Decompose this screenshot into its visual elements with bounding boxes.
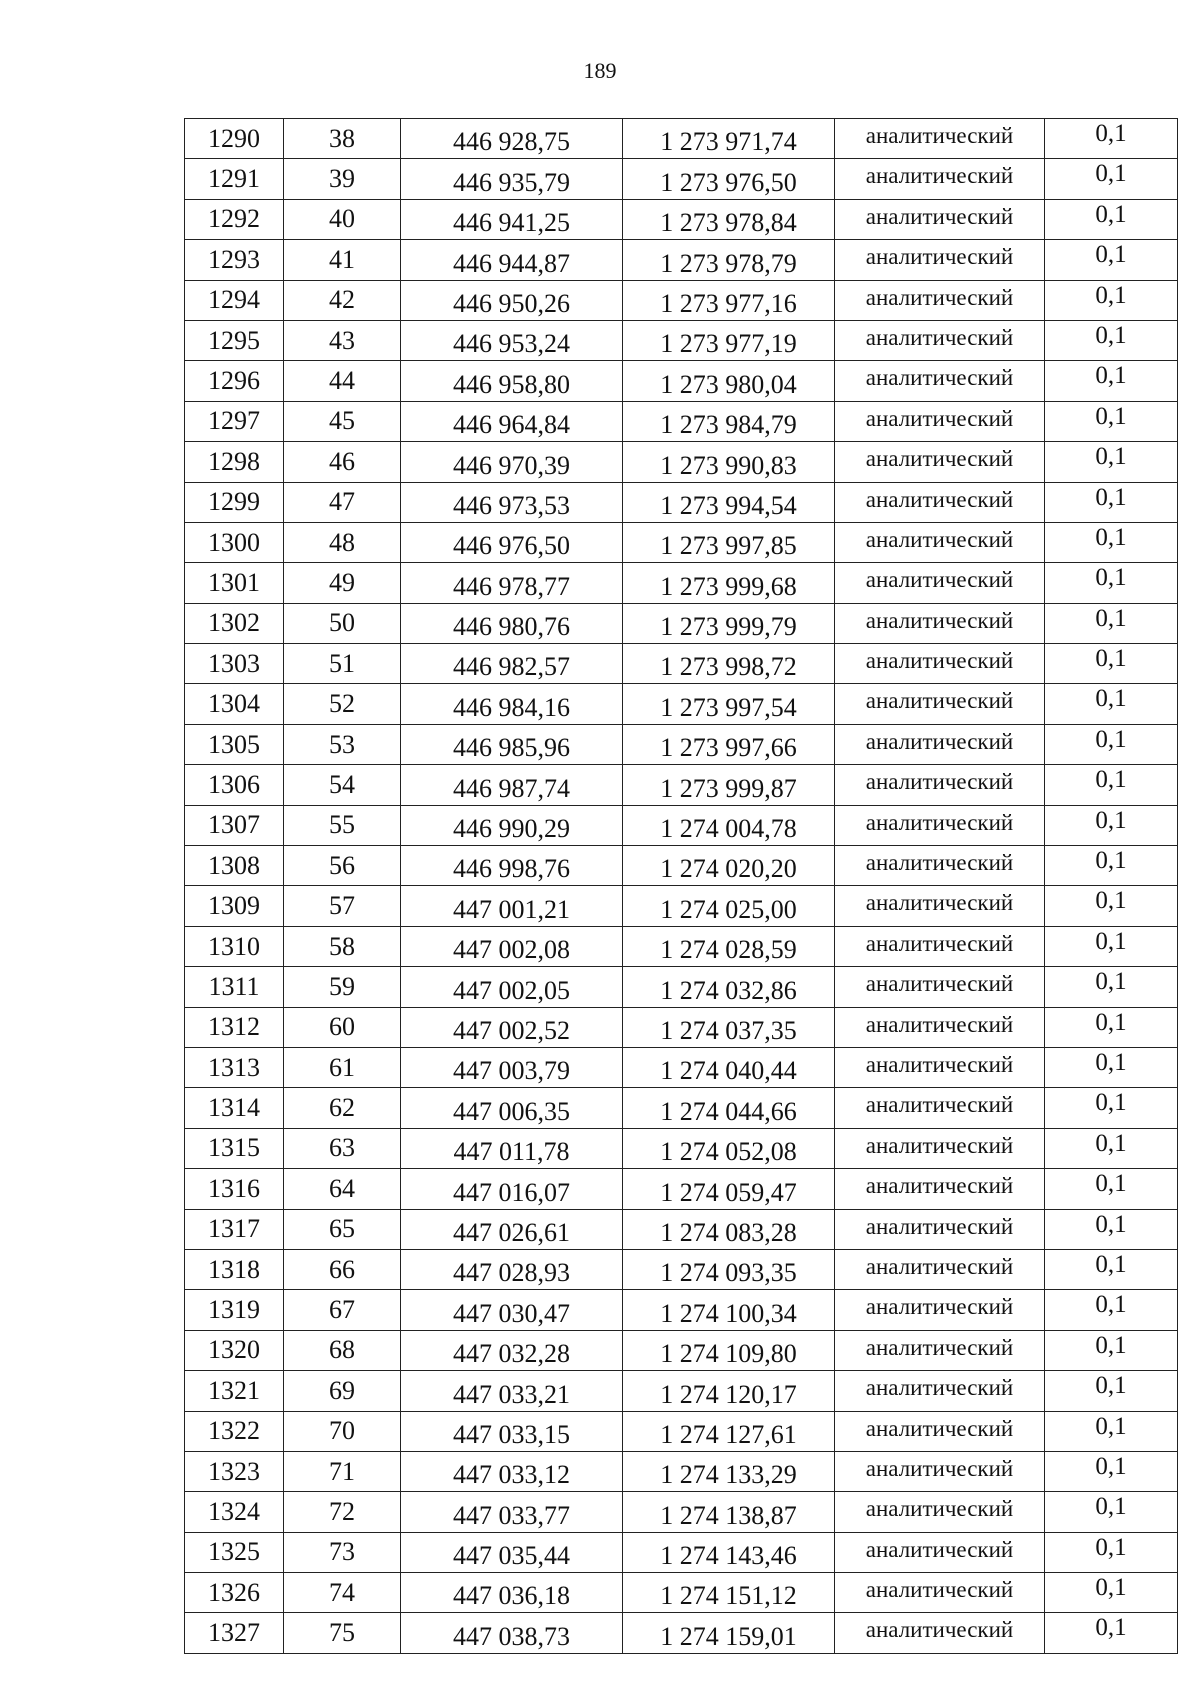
cell-point-number: 53 [284, 724, 401, 764]
cell-method: аналитический [835, 765, 1045, 805]
cell-accuracy: 0,1 [1045, 926, 1178, 966]
cell-point-number: 46 [284, 442, 401, 482]
cell-row-number: 1295 [185, 320, 284, 360]
table-row [185, 603, 1178, 643]
cell-point-number: 39 [284, 159, 401, 199]
cell-point-number: 38 [284, 119, 401, 159]
cell-x-coordinate: 447 003,79 [401, 1047, 623, 1087]
coordinates-table [184, 118, 1178, 1654]
cell-row-number: 1308 [185, 846, 284, 886]
table-row [185, 684, 1178, 724]
cell-accuracy: 0,1 [1045, 1169, 1178, 1209]
cell-accuracy: 0,1 [1045, 119, 1178, 159]
cell-method: аналитический [835, 1451, 1045, 1491]
cell-point-number: 50 [284, 603, 401, 643]
cell-method: аналитический [835, 320, 1045, 360]
cell-y-coordinate: 1 273 997,54 [623, 684, 835, 724]
cell-row-number: 1309 [185, 886, 284, 926]
cell-method: аналитический [835, 361, 1045, 401]
table-row [185, 1451, 1178, 1491]
cell-y-coordinate: 1 274 083,28 [623, 1209, 835, 1249]
cell-method: аналитический [835, 1330, 1045, 1370]
cell-row-number: 1313 [185, 1047, 284, 1087]
cell-method: аналитический [835, 1290, 1045, 1330]
cell-point-number: 61 [284, 1047, 401, 1087]
cell-x-coordinate: 446 980,76 [401, 603, 623, 643]
cell-method: аналитический [835, 644, 1045, 684]
table-row [185, 442, 1178, 482]
cell-row-number: 1302 [185, 603, 284, 643]
cell-accuracy: 0,1 [1045, 765, 1178, 805]
cell-row-number: 1315 [185, 1128, 284, 1168]
cell-row-number: 1291 [185, 159, 284, 199]
cell-row-number: 1325 [185, 1532, 284, 1572]
cell-row-number: 1303 [185, 644, 284, 684]
cell-y-coordinate: 1 273 980,04 [623, 361, 835, 401]
cell-y-coordinate: 1 273 999,79 [623, 603, 835, 643]
cell-point-number: 73 [284, 1532, 401, 1572]
cell-method: аналитический [835, 1047, 1045, 1087]
cell-row-number: 1304 [185, 684, 284, 724]
cell-row-number: 1321 [185, 1371, 284, 1411]
table-row [185, 1169, 1178, 1209]
table-row [185, 765, 1178, 805]
cell-x-coordinate: 446 964,84 [401, 401, 623, 441]
table-row [185, 1007, 1178, 1047]
cell-row-number: 1293 [185, 240, 284, 280]
cell-accuracy: 0,1 [1045, 1573, 1178, 1613]
cell-x-coordinate: 446 987,74 [401, 765, 623, 805]
cell-row-number: 1290 [185, 119, 284, 159]
table-row [185, 805, 1178, 845]
table-row [185, 1492, 1178, 1532]
cell-method: аналитический [835, 1088, 1045, 1128]
cell-point-number: 72 [284, 1492, 401, 1532]
cell-point-number: 44 [284, 361, 401, 401]
cell-y-coordinate: 1 274 052,08 [623, 1128, 835, 1168]
cell-point-number: 49 [284, 563, 401, 603]
cell-y-coordinate: 1 274 109,80 [623, 1330, 835, 1370]
table-row [185, 563, 1178, 603]
cell-accuracy: 0,1 [1045, 240, 1178, 280]
cell-method: аналитический [835, 1492, 1045, 1532]
cell-accuracy: 0,1 [1045, 684, 1178, 724]
cell-y-coordinate: 1 274 004,78 [623, 805, 835, 845]
table-row [185, 1573, 1178, 1613]
table-row [185, 846, 1178, 886]
cell-method: аналитический [835, 1007, 1045, 1047]
table-row [185, 1047, 1178, 1087]
cell-x-coordinate: 447 035,44 [401, 1532, 623, 1572]
cell-x-coordinate: 446 976,50 [401, 522, 623, 562]
cell-accuracy: 0,1 [1045, 1047, 1178, 1087]
cell-accuracy: 0,1 [1045, 1088, 1178, 1128]
cell-row-number: 1319 [185, 1290, 284, 1330]
cell-y-coordinate: 1 274 025,00 [623, 886, 835, 926]
cell-row-number: 1300 [185, 522, 284, 562]
cell-row-number: 1307 [185, 805, 284, 845]
cell-x-coordinate: 447 002,08 [401, 926, 623, 966]
table-row [185, 1290, 1178, 1330]
cell-row-number: 1320 [185, 1330, 284, 1370]
cell-x-coordinate: 446 970,39 [401, 442, 623, 482]
cell-point-number: 65 [284, 1209, 401, 1249]
cell-method: аналитический [835, 926, 1045, 966]
cell-point-number: 40 [284, 199, 401, 239]
cell-method: аналитический [835, 563, 1045, 603]
cell-row-number: 1296 [185, 361, 284, 401]
cell-method: аналитический [835, 442, 1045, 482]
cell-y-coordinate: 1 273 999,87 [623, 765, 835, 805]
cell-method: аналитический [835, 967, 1045, 1007]
cell-row-number: 1294 [185, 280, 284, 320]
cell-point-number: 58 [284, 926, 401, 966]
cell-x-coordinate: 446 935,79 [401, 159, 623, 199]
cell-method: аналитический [835, 886, 1045, 926]
cell-accuracy: 0,1 [1045, 159, 1178, 199]
cell-accuracy: 0,1 [1045, 361, 1178, 401]
cell-accuracy: 0,1 [1045, 967, 1178, 1007]
cell-x-coordinate: 447 002,05 [401, 967, 623, 1007]
cell-y-coordinate: 1 273 999,68 [623, 563, 835, 603]
cell-method: аналитический [835, 401, 1045, 441]
cell-row-number: 1312 [185, 1007, 284, 1047]
cell-method: аналитический [835, 1169, 1045, 1209]
cell-accuracy: 0,1 [1045, 846, 1178, 886]
cell-x-coordinate: 447 001,21 [401, 886, 623, 926]
cell-y-coordinate: 1 274 138,87 [623, 1492, 835, 1532]
cell-x-coordinate: 447 038,73 [401, 1613, 623, 1653]
cell-accuracy: 0,1 [1045, 1209, 1178, 1249]
cell-row-number: 1306 [185, 765, 284, 805]
cell-y-coordinate: 1 273 997,85 [623, 522, 835, 562]
cell-row-number: 1310 [185, 926, 284, 966]
cell-y-coordinate: 1 274 037,35 [623, 1007, 835, 1047]
cell-accuracy: 0,1 [1045, 482, 1178, 522]
cell-accuracy: 0,1 [1045, 280, 1178, 320]
cell-point-number: 42 [284, 280, 401, 320]
cell-x-coordinate: 446 990,29 [401, 805, 623, 845]
cell-row-number: 1317 [185, 1209, 284, 1249]
cell-row-number: 1314 [185, 1088, 284, 1128]
table-row [185, 240, 1178, 280]
cell-accuracy: 0,1 [1045, 1249, 1178, 1289]
cell-accuracy: 0,1 [1045, 199, 1178, 239]
cell-point-number: 57 [284, 886, 401, 926]
table-row [185, 1088, 1178, 1128]
cell-accuracy: 0,1 [1045, 1492, 1178, 1532]
cell-point-number: 71 [284, 1451, 401, 1491]
cell-accuracy: 0,1 [1045, 644, 1178, 684]
cell-method: аналитический [835, 280, 1045, 320]
cell-point-number: 48 [284, 522, 401, 562]
cell-method: аналитический [835, 482, 1045, 522]
table-row [185, 724, 1178, 764]
table-row [185, 1249, 1178, 1289]
cell-y-coordinate: 1 274 032,86 [623, 967, 835, 1007]
table-row [185, 401, 1178, 441]
cell-point-number: 70 [284, 1411, 401, 1451]
cell-method: аналитический [835, 1532, 1045, 1572]
cell-row-number: 1318 [185, 1249, 284, 1289]
cell-point-number: 68 [284, 1330, 401, 1370]
cell-point-number: 74 [284, 1573, 401, 1613]
table-row [185, 1209, 1178, 1249]
cell-y-coordinate: 1 274 040,44 [623, 1047, 835, 1087]
cell-row-number: 1301 [185, 563, 284, 603]
cell-x-coordinate: 446 978,77 [401, 563, 623, 603]
cell-y-coordinate: 1 273 977,19 [623, 320, 835, 360]
cell-row-number: 1316 [185, 1169, 284, 1209]
cell-point-number: 54 [284, 765, 401, 805]
table-row [185, 199, 1178, 239]
table-row [185, 482, 1178, 522]
table-row [185, 159, 1178, 199]
cell-x-coordinate: 446 973,53 [401, 482, 623, 522]
cell-row-number: 1327 [185, 1613, 284, 1653]
cell-method: аналитический [835, 1249, 1045, 1289]
cell-accuracy: 0,1 [1045, 603, 1178, 643]
cell-accuracy: 0,1 [1045, 320, 1178, 360]
cell-accuracy: 0,1 [1045, 442, 1178, 482]
cell-row-number: 1292 [185, 199, 284, 239]
table-row [185, 320, 1178, 360]
cell-method: аналитический [835, 1128, 1045, 1168]
cell-row-number: 1305 [185, 724, 284, 764]
cell-point-number: 67 [284, 1290, 401, 1330]
cell-method: аналитический [835, 684, 1045, 724]
cell-x-coordinate: 447 026,61 [401, 1209, 623, 1249]
cell-y-coordinate: 1 273 976,50 [623, 159, 835, 199]
cell-method: аналитический [835, 119, 1045, 159]
cell-accuracy: 0,1 [1045, 886, 1178, 926]
cell-point-number: 64 [284, 1169, 401, 1209]
table-body [185, 119, 1178, 1654]
cell-method: аналитический [835, 522, 1045, 562]
cell-y-coordinate: 1 273 997,66 [623, 724, 835, 764]
cell-y-coordinate: 1 274 020,20 [623, 846, 835, 886]
table-row [185, 522, 1178, 562]
table-row [185, 119, 1178, 159]
cell-x-coordinate: 447 030,47 [401, 1290, 623, 1330]
cell-x-coordinate: 447 002,52 [401, 1007, 623, 1047]
cell-y-coordinate: 1 273 984,79 [623, 401, 835, 441]
cell-x-coordinate: 446 950,26 [401, 280, 623, 320]
cell-method: аналитический [835, 159, 1045, 199]
cell-accuracy: 0,1 [1045, 1007, 1178, 1047]
cell-y-coordinate: 1 273 978,84 [623, 199, 835, 239]
cell-accuracy: 0,1 [1045, 1128, 1178, 1168]
cell-accuracy: 0,1 [1045, 724, 1178, 764]
cell-point-number: 47 [284, 482, 401, 522]
cell-method: аналитический [835, 1411, 1045, 1451]
cell-x-coordinate: 446 985,96 [401, 724, 623, 764]
table-row [185, 1613, 1178, 1653]
cell-method: аналитический [835, 846, 1045, 886]
cell-accuracy: 0,1 [1045, 1532, 1178, 1572]
cell-x-coordinate: 447 028,93 [401, 1249, 623, 1289]
cell-x-coordinate: 446 958,80 [401, 361, 623, 401]
cell-point-number: 45 [284, 401, 401, 441]
cell-method: аналитический [835, 603, 1045, 643]
cell-x-coordinate: 446 984,16 [401, 684, 623, 724]
cell-point-number: 60 [284, 1007, 401, 1047]
cell-method: аналитический [835, 724, 1045, 764]
cell-x-coordinate: 447 033,12 [401, 1451, 623, 1491]
cell-x-coordinate: 446 982,57 [401, 644, 623, 684]
cell-point-number: 75 [284, 1613, 401, 1653]
table-row [185, 1371, 1178, 1411]
cell-y-coordinate: 1 274 159,01 [623, 1613, 835, 1653]
cell-point-number: 59 [284, 967, 401, 1007]
cell-x-coordinate: 446 944,87 [401, 240, 623, 280]
cell-point-number: 51 [284, 644, 401, 684]
table-row [185, 926, 1178, 966]
cell-accuracy: 0,1 [1045, 522, 1178, 562]
cell-row-number: 1311 [185, 967, 284, 1007]
cell-method: аналитический [835, 1573, 1045, 1613]
cell-y-coordinate: 1 274 127,61 [623, 1411, 835, 1451]
cell-y-coordinate: 1 273 977,16 [623, 280, 835, 320]
cell-y-coordinate: 1 274 133,29 [623, 1451, 835, 1491]
cell-y-coordinate: 1 274 059,47 [623, 1169, 835, 1209]
cell-point-number: 66 [284, 1249, 401, 1289]
page-number: 189 [583, 58, 617, 83]
cell-accuracy: 0,1 [1045, 1451, 1178, 1491]
cell-x-coordinate: 446 941,25 [401, 199, 623, 239]
cell-x-coordinate: 446 998,76 [401, 846, 623, 886]
cell-x-coordinate: 447 006,35 [401, 1088, 623, 1128]
cell-method: аналитический [835, 805, 1045, 845]
cell-accuracy: 0,1 [1045, 1371, 1178, 1411]
table-row [185, 644, 1178, 684]
cell-method: аналитический [835, 1371, 1045, 1411]
cell-point-number: 56 [284, 846, 401, 886]
cell-point-number: 62 [284, 1088, 401, 1128]
cell-x-coordinate: 447 032,28 [401, 1330, 623, 1370]
table-row [185, 361, 1178, 401]
cell-point-number: 43 [284, 320, 401, 360]
cell-row-number: 1323 [185, 1451, 284, 1491]
cell-y-coordinate: 1 274 151,12 [623, 1573, 835, 1613]
cell-method: аналитический [835, 1209, 1045, 1249]
cell-point-number: 55 [284, 805, 401, 845]
cell-y-coordinate: 1 274 093,35 [623, 1249, 835, 1289]
cell-row-number: 1322 [185, 1411, 284, 1451]
cell-row-number: 1298 [185, 442, 284, 482]
cell-y-coordinate: 1 273 971,74 [623, 119, 835, 159]
cell-accuracy: 0,1 [1045, 805, 1178, 845]
cell-x-coordinate: 447 033,21 [401, 1371, 623, 1411]
cell-y-coordinate: 1 273 994,54 [623, 482, 835, 522]
cell-method: аналитический [835, 1613, 1045, 1653]
cell-y-coordinate: 1 274 100,34 [623, 1290, 835, 1330]
cell-method: аналитический [835, 199, 1045, 239]
cell-accuracy: 0,1 [1045, 1330, 1178, 1370]
cell-row-number: 1297 [185, 401, 284, 441]
table-row [185, 886, 1178, 926]
cell-y-coordinate: 1 273 998,72 [623, 644, 835, 684]
cell-method: аналитический [835, 240, 1045, 280]
cell-x-coordinate: 447 033,15 [401, 1411, 623, 1451]
cell-y-coordinate: 1 274 044,66 [623, 1088, 835, 1128]
table-row [185, 1330, 1178, 1370]
cell-row-number: 1299 [185, 482, 284, 522]
cell-y-coordinate: 1 274 120,17 [623, 1371, 835, 1411]
cell-y-coordinate: 1 274 143,46 [623, 1532, 835, 1572]
table-row [185, 1411, 1178, 1451]
cell-x-coordinate: 446 928,75 [401, 119, 623, 159]
cell-x-coordinate: 446 953,24 [401, 320, 623, 360]
cell-accuracy: 0,1 [1045, 563, 1178, 603]
cell-accuracy: 0,1 [1045, 1290, 1178, 1330]
cell-point-number: 52 [284, 684, 401, 724]
cell-x-coordinate: 447 033,77 [401, 1492, 623, 1532]
cell-x-coordinate: 447 016,07 [401, 1169, 623, 1209]
cell-row-number: 1324 [185, 1492, 284, 1532]
cell-y-coordinate: 1 273 990,83 [623, 442, 835, 482]
cell-y-coordinate: 1 274 028,59 [623, 926, 835, 966]
cell-point-number: 63 [284, 1128, 401, 1168]
cell-point-number: 41 [284, 240, 401, 280]
cell-point-number: 69 [284, 1371, 401, 1411]
cell-accuracy: 0,1 [1045, 1613, 1178, 1653]
cell-x-coordinate: 447 011,78 [401, 1128, 623, 1168]
cell-x-coordinate: 447 036,18 [401, 1573, 623, 1613]
table-row [185, 280, 1178, 320]
table-row [185, 1128, 1178, 1168]
table-row [185, 967, 1178, 1007]
cell-accuracy: 0,1 [1045, 1411, 1178, 1451]
cell-accuracy: 0,1 [1045, 401, 1178, 441]
cell-row-number: 1326 [185, 1573, 284, 1613]
table-row [185, 1532, 1178, 1572]
cell-y-coordinate: 1 273 978,79 [623, 240, 835, 280]
